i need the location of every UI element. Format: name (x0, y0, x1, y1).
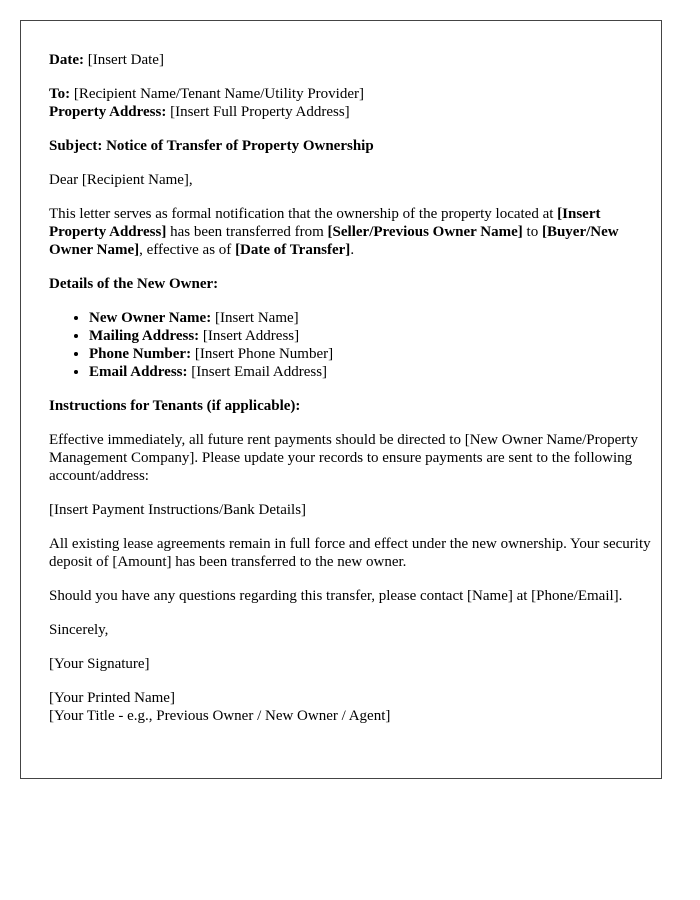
item-label: Mailing Address: (89, 328, 200, 344)
subject-text: Subject: Notice of Transfer of Property Ownership (49, 138, 374, 154)
item-value: [Insert Address] (199, 328, 300, 344)
property-address-label: Property Address: (49, 104, 167, 120)
date-value: [Insert Date] (83, 52, 164, 68)
item-value: [Insert Phone Number] (191, 346, 334, 362)
list-item-phone-number (89, 345, 661, 363)
intro-text-1: This letter serves as formal notification that the ownership of the property located at (49, 206, 558, 222)
intro-text-5: . (350, 242, 355, 258)
payment-instructions: [Insert Payment Instructions/Bank Details] (49, 502, 307, 518)
item-label: Phone Number: (89, 346, 192, 362)
intro-paragraph (49, 205, 661, 259)
signature-line: [Your Signature] (49, 656, 150, 672)
date-line (49, 51, 661, 69)
list-item-new-owner-name (89, 309, 661, 327)
closing-sincerely: Sincerely, (49, 622, 109, 638)
property-address-line (49, 103, 661, 121)
property-address-value: [Insert Full Property Address] (166, 104, 350, 120)
subject-line (49, 137, 661, 155)
intro-text-4: , effective as of (139, 242, 236, 258)
tenants-paragraph: Effective immediately, all future rent payments should be directed to [New Owner Name/Property Management Company]. Please update your records to ensure payments are sent to the following account/address: (49, 432, 638, 484)
date-label: Date: (49, 52, 84, 68)
intro-text-2: has been transferred from (166, 224, 328, 240)
new-owner-heading-text: Details of the New Owner: (49, 276, 219, 292)
tenants-heading-text: Instructions for Tenants (if applicable): (49, 398, 301, 414)
signer-title: [Your Title - e.g., Previous Owner / New Owner / Agent] (49, 708, 391, 724)
item-label: New Owner Name: (89, 310, 212, 326)
salutation: Dear [Recipient Name], (49, 172, 193, 188)
intro-property-address: [Insert Property Address] (49, 206, 601, 240)
item-label: Email Address: (89, 364, 188, 380)
printed-name: [Your Printed Name] (49, 690, 175, 706)
to-line (49, 85, 661, 103)
intro-text-3: to (522, 224, 542, 240)
to-value: [Recipient Name/Tenant Name/Utility Provider] (70, 86, 364, 102)
contact-paragraph: Should you have any questions regarding this transfer, please contact [Name] at [Phone/Email]. (49, 588, 623, 604)
intro-transfer-date: [Date of Transfer] (235, 242, 351, 258)
intro-seller-name: [Seller/Previous Owner Name] (327, 224, 523, 240)
new-owner-heading (49, 275, 661, 293)
list-item-email-address (89, 363, 661, 381)
tenants-heading (49, 397, 661, 415)
item-value: [Insert Name] (211, 310, 299, 326)
new-owner-list (49, 309, 661, 381)
lease-paragraph: All existing lease agreements remain in full force and effect under the new ownership. Your security deposit of [Amount] has been transferred to the new owner. (49, 536, 651, 570)
letter-document (20, 20, 662, 779)
intro-buyer-name: [Buyer/New Owner Name] (49, 224, 619, 258)
list-item-mailing-address (89, 327, 661, 345)
item-value: [Insert Email Address] (187, 364, 328, 380)
to-label: To: (49, 86, 71, 102)
